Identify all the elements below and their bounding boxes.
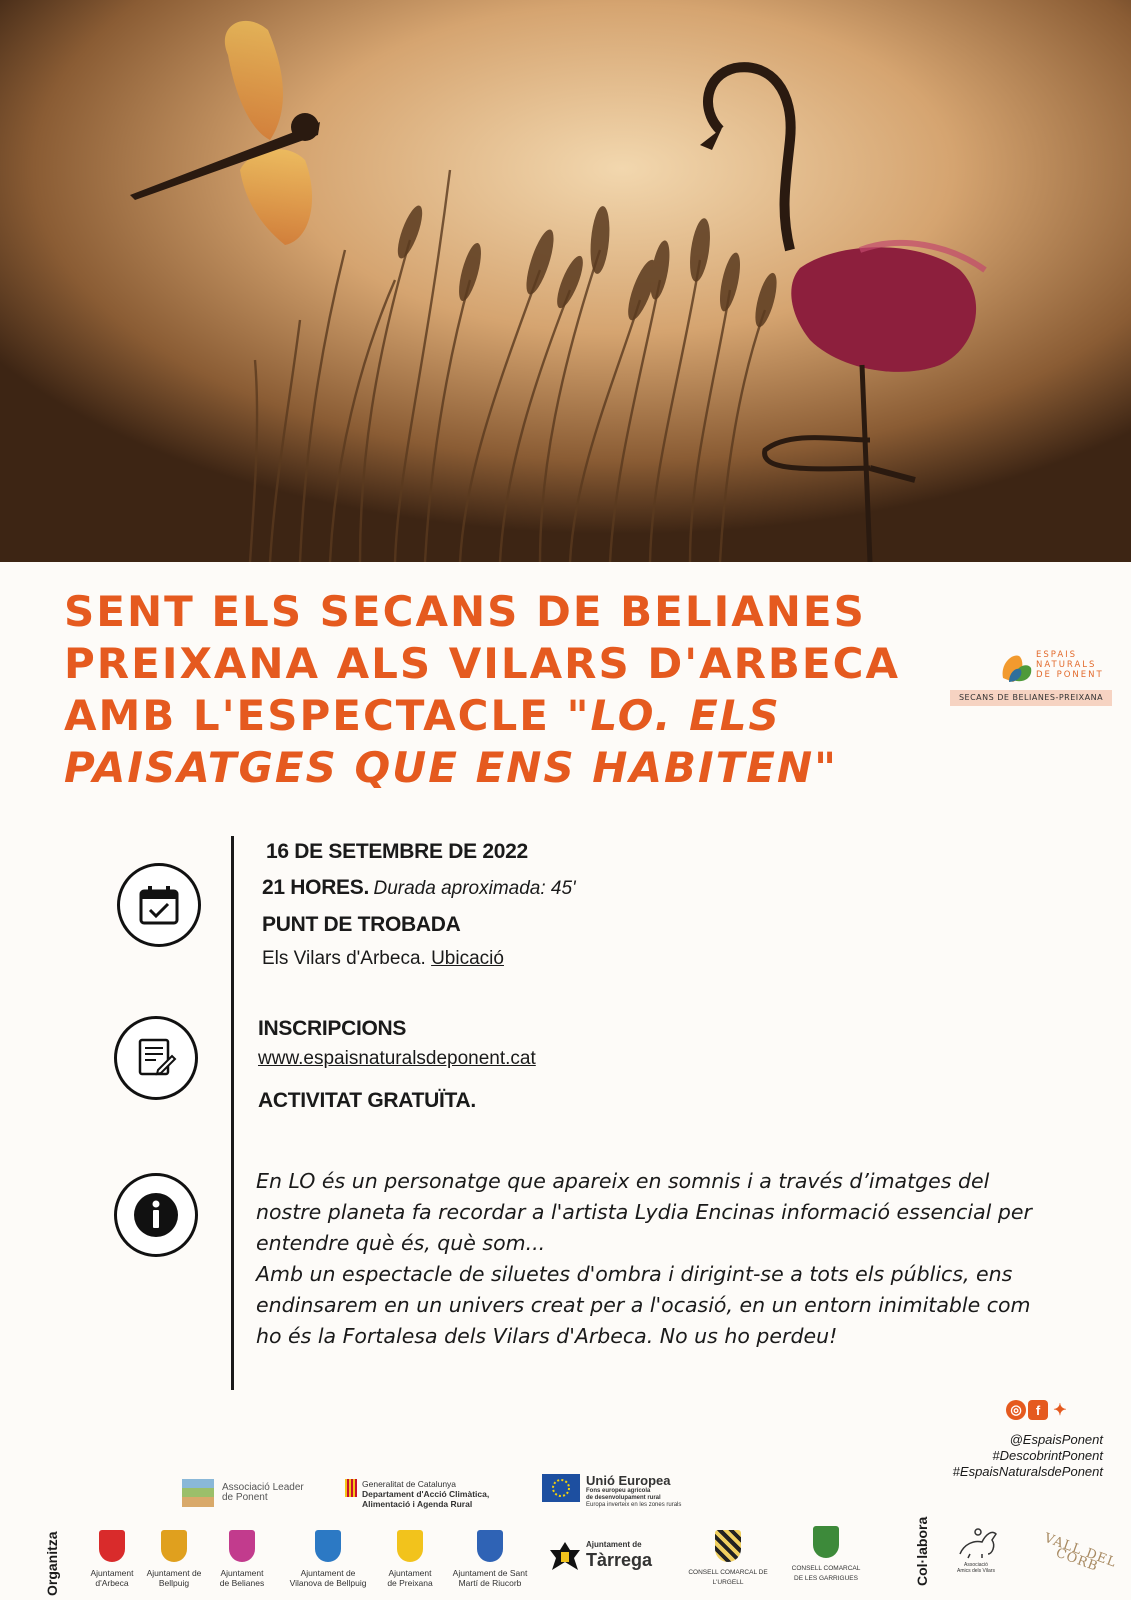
- consell-garrigues-logo: [786, 1526, 866, 1584]
- registration-url-link[interactable]: www.espaisnaturalsdeponent.cat: [258, 1048, 536, 1069]
- twitter-icon[interactable]: ✦: [1053, 1402, 1067, 1419]
- event-duration: Durada aproximada: 45': [373, 878, 576, 899]
- title-line-3-italic: "LO. ELS: [566, 691, 781, 740]
- vilars-line-2: Amics dels Vilars: [957, 1568, 995, 1574]
- meeting-point-label: PUNT DE TROBADA: [262, 913, 461, 936]
- bellpuig-line-2: Bellpuig: [158, 1578, 190, 1588]
- eu-logo: [542, 1474, 681, 1509]
- leader-line-2: de Ponent: [222, 1492, 268, 1503]
- sant-marti-shield-icon: [477, 1530, 503, 1562]
- tarrega-line-1: Ajuntament de: [586, 1540, 642, 1549]
- generalitat-line-3: Alimentació i Agenda Rural: [362, 1499, 473, 1509]
- facebook-icon[interactable]: f: [1028, 1400, 1048, 1420]
- title-line-2: PREIXANA ALS VILARS D'ARBECA: [64, 639, 900, 688]
- preixana-shield-icon: [397, 1530, 423, 1562]
- title-line-4-italic: PAISATGES QUE ENS HABITEN": [64, 743, 838, 792]
- amics-vilars-logo: [946, 1520, 1006, 1574]
- social-hashtag-2: #EspaisNaturalsdePonent: [952, 1464, 1103, 1479]
- title-line-3-plain: AMB L'ESPECTACLE: [64, 691, 567, 740]
- sant-marti-line-1: Ajuntament de Sant: [452, 1568, 528, 1578]
- generalitat-logo: [345, 1479, 489, 1509]
- garrigues-line-2: DE LES GARRIGUES: [794, 1575, 858, 1582]
- generalitat-line-1: Generalitat de Catalunya: [362, 1479, 457, 1489]
- vertical-divider: [231, 836, 234, 1390]
- leader-landscape-icon: [182, 1479, 214, 1507]
- form-edit-icon: [114, 1016, 198, 1100]
- registration-label: INSCRIPCIONS: [258, 1017, 407, 1040]
- leaf-logo-icon: [995, 648, 1035, 688]
- social-handle: @EspaisPonent: [1009, 1432, 1103, 1447]
- leader-line-1: Associació Leader: [222, 1482, 304, 1493]
- horse-rider-icon: [952, 1520, 1000, 1560]
- belianes-logo: [214, 1530, 270, 1588]
- location-link[interactable]: Ubicació: [431, 948, 504, 969]
- logo-brand-line-1: ESPAIS: [1036, 650, 1078, 660]
- meeting-place-text: Els Vilars d'Arbeca.: [262, 948, 432, 969]
- garrigues-line-1: CONSELL COMARCAL: [791, 1565, 861, 1572]
- eu-line-4: Europa inverteix en les zones rurals: [586, 1502, 682, 1508]
- title-line-3: [64, 690, 904, 742]
- social-hashtag-1: #DescobrintPonent: [992, 1448, 1103, 1463]
- arbeca-line-1: Ajuntament: [90, 1568, 134, 1578]
- title-line-1: SENT ELS SECANS DE BELIANES: [64, 587, 866, 636]
- collabora-label: Col·labora: [914, 1516, 930, 1586]
- hero-photo: [0, 0, 1131, 562]
- event-description: [256, 1166, 1056, 1352]
- social-text: [953, 1432, 1103, 1480]
- garrigues-shield-icon: [813, 1526, 839, 1558]
- consell-urgell-text: CONSELL COMARCAL DE L'URGELL: [688, 1569, 768, 1586]
- vilars-line-1: Associació: [964, 1562, 988, 1568]
- belianes-line-1: Ajuntament: [220, 1568, 264, 1578]
- sant-marti-riucorb-logo: [452, 1530, 528, 1588]
- logo-brand-line-3: DE PONENT: [1036, 670, 1104, 680]
- catalan-flag-icon: [345, 1479, 357, 1497]
- event-time: [262, 876, 576, 900]
- event-time-bold: 21 HORES.: [262, 876, 370, 899]
- arbeca-line-2: d'Arbeca: [95, 1578, 129, 1588]
- shadow-puppet-illustration: [0, 0, 1131, 562]
- arbeca-shield-icon: [99, 1530, 125, 1562]
- bellpuig-line-1: Ajuntament de: [146, 1568, 202, 1578]
- vilanova-line-2: Vilanova de Bellpuig: [289, 1578, 367, 1588]
- vilanova-bellpuig-logo: [288, 1530, 368, 1588]
- consell-urgell-logo: [678, 1530, 778, 1588]
- eu-line-3: de desenvolupament rural: [586, 1495, 661, 1501]
- logo-tagline: SECANS DE BELIANES-PREIXANA: [950, 690, 1112, 706]
- description-paragraph-2: Amb un espectacle de siluetes d'ombra i dirigint-se a tots els públics, ens endinsarem en un univers creat per a l'ocasió, en un entorn inimitable com ho és la Fortalesa dels Vilars d'Arbeca. No us ho perdeu!: [256, 1262, 1031, 1348]
- logo-brand-line-2: NATURALS: [1036, 660, 1097, 670]
- vilanova-shield-icon: [315, 1530, 341, 1562]
- page-title: [64, 586, 904, 794]
- preixana-line-2: de Preixana: [387, 1578, 433, 1588]
- description-paragraph-1: En LO és un personatge que apareix en somnis i a través d’imatges del nostre planeta fa recordar a l'artista Lydia Encinas informació essencial per entendre què és, què som...: [256, 1169, 1032, 1255]
- generalitat-line-2: Departament d'Acció Climàtica,: [362, 1489, 490, 1499]
- tarrega-line-2: Tàrrega: [586, 1550, 653, 1570]
- eu-line-1: Unió Europea: [586, 1473, 671, 1488]
- preixana-logo: [382, 1530, 438, 1588]
- belianes-line-2: de Belianes: [219, 1578, 265, 1588]
- tarrega-eagle-icon: [548, 1538, 582, 1572]
- calendar-icon: [117, 863, 201, 947]
- espais-naturals-logo: [950, 644, 1115, 706]
- bellpuig-shield-icon: [161, 1530, 187, 1562]
- logo-brand-text: [1036, 650, 1104, 680]
- preixana-line-1: Ajuntament: [388, 1568, 432, 1578]
- tarrega-logo: [548, 1538, 652, 1572]
- sant-marti-line-2: Martí de Riucorb: [458, 1578, 522, 1588]
- event-date: 16 DE SETEMBRE DE 2022: [266, 840, 528, 863]
- info-icon: [114, 1173, 198, 1257]
- urgell-shield-icon: [715, 1530, 741, 1562]
- bellpuig-logo: [146, 1530, 202, 1588]
- vilanova-line-1: Ajuntament de: [300, 1568, 356, 1578]
- eu-flag-icon: [542, 1474, 580, 1502]
- eu-line-2: Fons europeu agrícola: [586, 1488, 651, 1494]
- title-line-4: [64, 742, 904, 794]
- meeting-place: [262, 948, 504, 970]
- social-icons: [1006, 1400, 1070, 1420]
- free-activity-label: ACTIVITAT GRATUÏTA.: [258, 1089, 476, 1112]
- leader-ponent-logo: [182, 1479, 304, 1507]
- instagram-icon[interactable]: ◎: [1006, 1400, 1026, 1420]
- organitza-label: Organitza: [44, 1531, 60, 1596]
- belianes-shield-icon: [229, 1530, 255, 1562]
- arbeca-logo: [86, 1530, 138, 1588]
- vall-del-corb-logo: VALL DEL CORB: [1042, 1530, 1119, 1575]
